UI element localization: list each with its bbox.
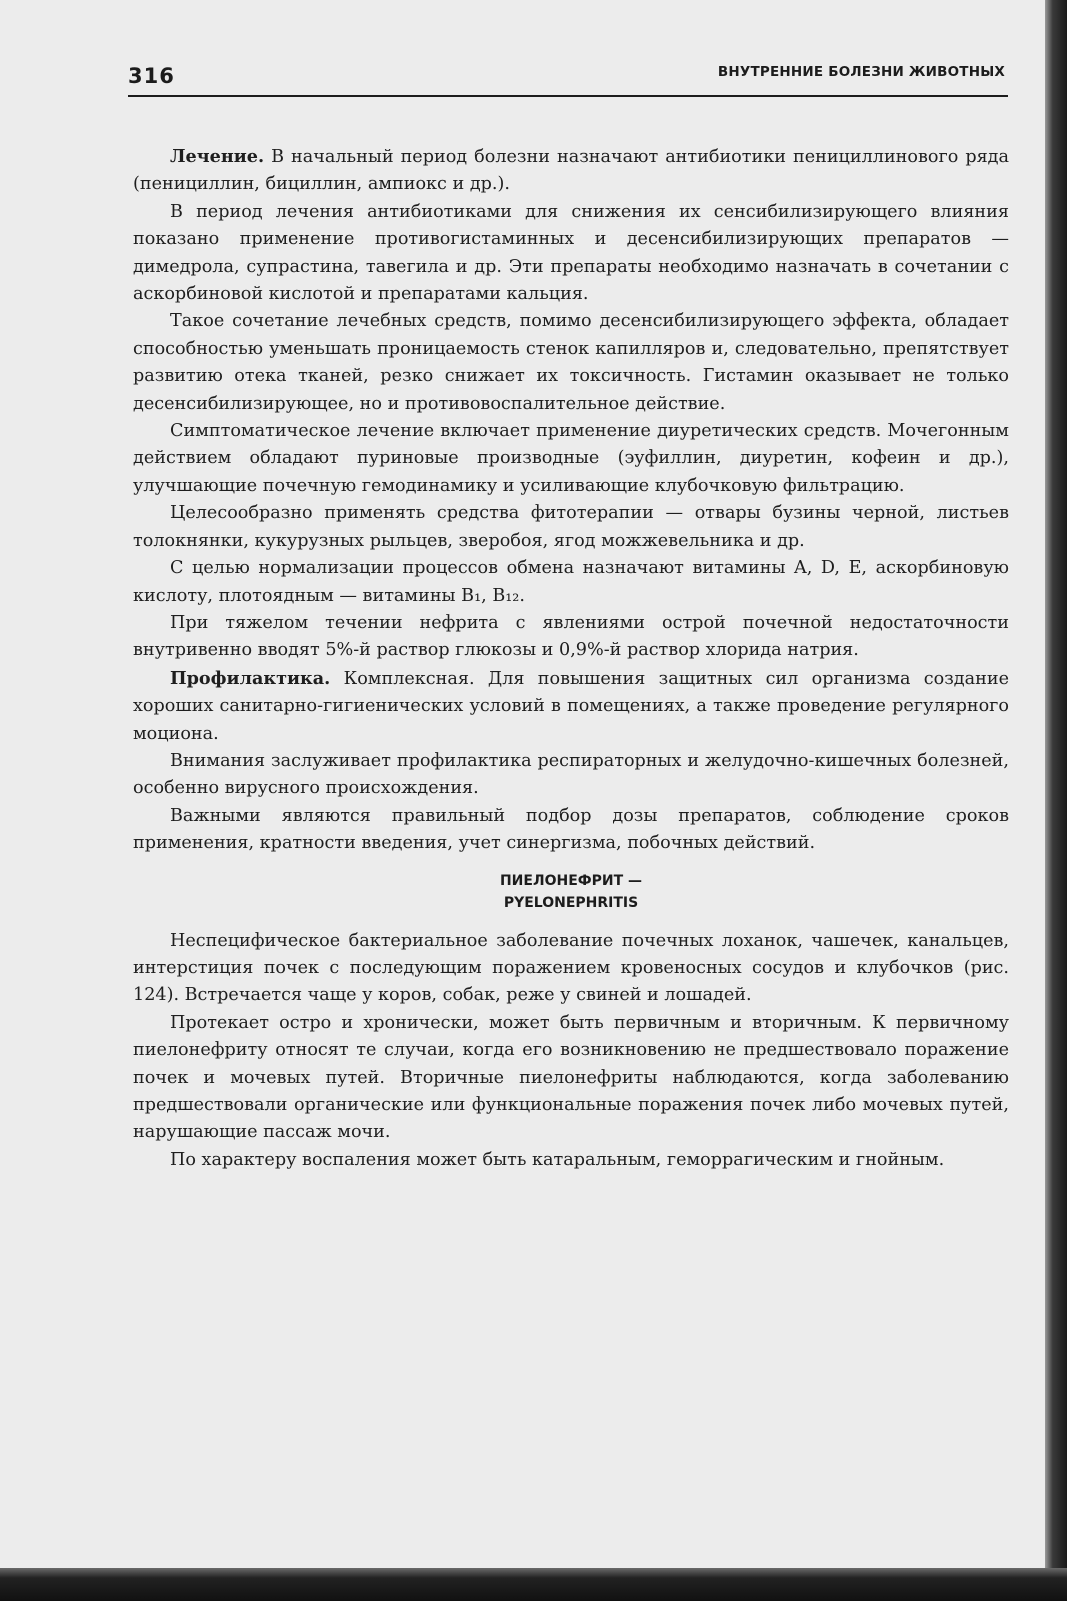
paragraph: Неспецифическое бактериальное заболевание почечных лоханок, чашечек, канальцев, интерстиция почек с последующим поражением кровеносных сосудов и клубочков (рис. 124). Встречается чаще у коров, собак, реже у свиней и лошадей. [133, 930, 1009, 1006]
paragraph: Целесообразно применять средства фитотерапии — отвары бузины черной, листьев толокнянки, кукурузных рыльцев, зверобоя, ягод можжевельника и др. [133, 503, 1009, 551]
paragraph: Такое сочетание лечебных средств, помимо десенсибилизирующего эффекта, обладает способностью уменьшать проницаемость стенок капилляров и, следовательно, препятствует развитию отека тканей, резко снижает их токсичность. Гистамин оказывает не только десенсибилизирующее, но и противовоспалительное действие. [133, 311, 1009, 414]
paragraph: Протекает остро и хронически, может быть первичным и вторичным. К первичному пиелонефриту относят те случаи, когда его возникновению не предшествовало поражение почек и мочевых путей. Вторичные пиелонефриты наблюдаются, когда заболеванию предшествовали органические или функциональные поражения почек либо мочевых путей, нарушающие пассаж мочи. [133, 1012, 1009, 1143]
section-title-latin: PYELONEPHRITIS [503, 894, 639, 911]
page-bottom-shadow [0, 1568, 1067, 1601]
section-title-ru: ПИЕЛОНЕФРИТ — [499, 872, 643, 889]
paragraph-lead: Профилактика. [170, 667, 331, 689]
body-text [133, 143, 1009, 1174]
header-rule [128, 95, 1008, 97]
paragraph: Лечение. В начальный период болезни назначают антибиотики пенициллинового ряда (пенициллин, бициллин, ампиокс и др.). [133, 146, 1009, 195]
paragraph: Симптоматическое лечение включает применение диуретических средств. Мочегонным действием обладают пуриновые производные (эуфиллин, диуретин, кофеин и др.), улучшающие почечную гемодинамику и усиливающие клубочковую фильтрацию. [133, 421, 1009, 496]
paragraph: Внимания заслуживает профилактика респираторных и желудочно-кишечных болезней, особенно вирусного происхождения. [133, 750, 1009, 799]
paragraph-lead: Лечение. [170, 146, 265, 167]
page-edge-shadow [1045, 0, 1067, 1601]
page-number: 316 [128, 64, 175, 88]
paragraph: При тяжелом течении нефрита с явлениями острой почечной недостаточности внутривенно вводят 5%-й раствор глюкозы и 0,9%-й раствор хлорида натрия. [133, 612, 1009, 661]
paragraph: Профилактика. Комплексная. Для повышения защитных сил организма создание хороших санитарно-гигиенических условий в помещениях, а также проведение регулярного моциона. [133, 667, 1009, 744]
paragraph: Важными являются правильный подбор дозы препаратов, соблюдение сроков применения, кратности введения, учет синергизма, побочных действий. [133, 805, 1009, 854]
paragraph: По характеру воспаления может быть катаральным, геморрагическим и гнойным. [170, 1149, 945, 1170]
running-head: ВНУТРЕННИЕ БОЛЕЗНИ ЖИВОТНЫХ [717, 64, 1005, 80]
paragraph: В период лечения антибиотиками для снижения их сенсибилизирующего влияния показано применение противогистаминных и десенсибилизирующих препаратов — димедрола, супрастина, тавегила и др. Эти препараты необходимо назначать в сочетании с аскорбиновой кислотой и препаратами кальция. [133, 201, 1009, 305]
section-title [133, 870, 1009, 914]
paragraph: С целью нормализации процессов обмена назначают витамины A, D, E, аскорбиновую кислоту, плотоядным — витамины B₁, B₁₂. [133, 558, 1009, 606]
